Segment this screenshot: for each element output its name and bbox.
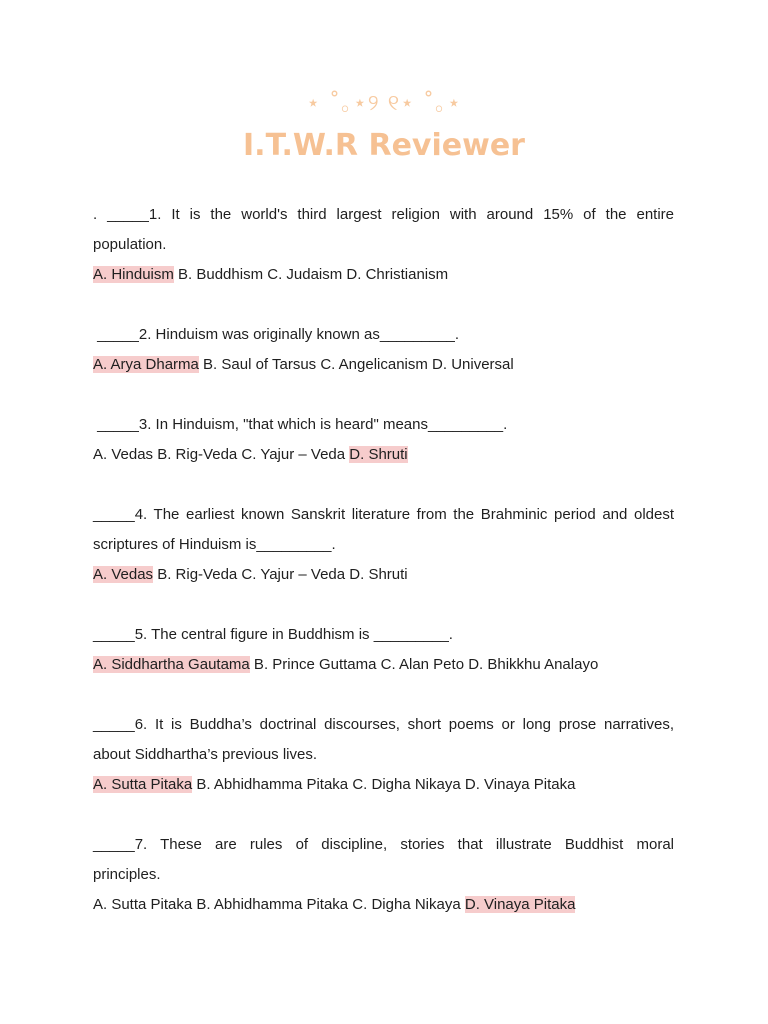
highlighted-answer: A. Sutta Pitaka xyxy=(93,776,193,793)
answer-choices xyxy=(93,890,674,920)
question-text: _____5. The central figure in Buddhism is _________. xyxy=(93,626,453,643)
question-6 xyxy=(93,710,674,800)
question-3 xyxy=(93,410,674,470)
star-decoration-icon: ⋆ ˚｡⋆୨ ୧⋆ ˚｡⋆ xyxy=(306,91,462,116)
answer-choices xyxy=(93,650,674,680)
answer-choice: B. Saul of Tarsus C. Angelicanism D. Universal xyxy=(198,356,514,373)
highlighted-answer: A. Hinduism xyxy=(93,266,174,283)
answer-choices xyxy=(93,440,674,470)
question-1 xyxy=(93,200,674,290)
question-text: . _____1. It is the world's third largest religion with around 15% of the entire xyxy=(93,206,674,223)
answer-choice: B. Rig-Veda C. Yajur – Veda D. Shruti xyxy=(153,566,408,583)
question-text: _____4. The earliest known Sanskrit literature from the Brahminic period and oldest xyxy=(93,506,674,523)
answer-choice: B. Abhidhamma Pitaka C. Digha Nikaya D. Vinaya Pitaka xyxy=(192,776,576,793)
answer-choice: A. Sutta Pitaka B. Abhidhamma Pitaka C. Digha Nikaya xyxy=(93,896,465,913)
answer-choices xyxy=(93,260,674,290)
answer-choice: A. Vedas B. Rig-Veda C. Yajur – Veda xyxy=(93,446,350,463)
question-text: principles. xyxy=(93,866,161,883)
highlighted-answer: A. Siddhartha Gautama xyxy=(93,656,250,673)
question-2 xyxy=(93,320,674,380)
question-text: about Siddhartha’s previous lives. xyxy=(93,746,318,763)
page-title: I.T.W.R Reviewer xyxy=(243,128,525,163)
answer-choice: B. Buddhism C. Judaism D. Christianism xyxy=(173,266,449,283)
answer-choices xyxy=(93,560,674,590)
answer-choices xyxy=(93,350,674,380)
highlighted-answer: A. Vedas xyxy=(93,566,154,583)
question-text: _____2. Hinduism was originally known as_________. xyxy=(93,326,460,343)
question-text: population. xyxy=(93,236,167,253)
question-4 xyxy=(93,500,674,590)
answer-choice: B. Prince Guttama C. Alan Peto D. Bhikkhu Analayo xyxy=(249,656,599,673)
question-text: _____7. These are rules of discipline, stories that illustrate Buddhist moral xyxy=(93,836,674,853)
question-text: _____6. It is Buddha’s doctrinal discourses, short poems or long prose narratives, xyxy=(93,716,674,733)
question-7 xyxy=(93,830,674,920)
question-text: scriptures of Hinduism is_________. xyxy=(93,536,336,553)
highlighted-answer: A. Arya Dharma xyxy=(93,356,199,373)
answer-choices xyxy=(93,770,674,800)
question-5 xyxy=(93,620,674,680)
highlighted-answer: D. Vinaya Pitaka xyxy=(464,896,576,913)
question-list xyxy=(93,200,674,920)
question-text: _____3. In Hinduism, "that which is heard" means_________. xyxy=(93,416,508,433)
highlighted-answer: D. Shruti xyxy=(349,446,408,463)
